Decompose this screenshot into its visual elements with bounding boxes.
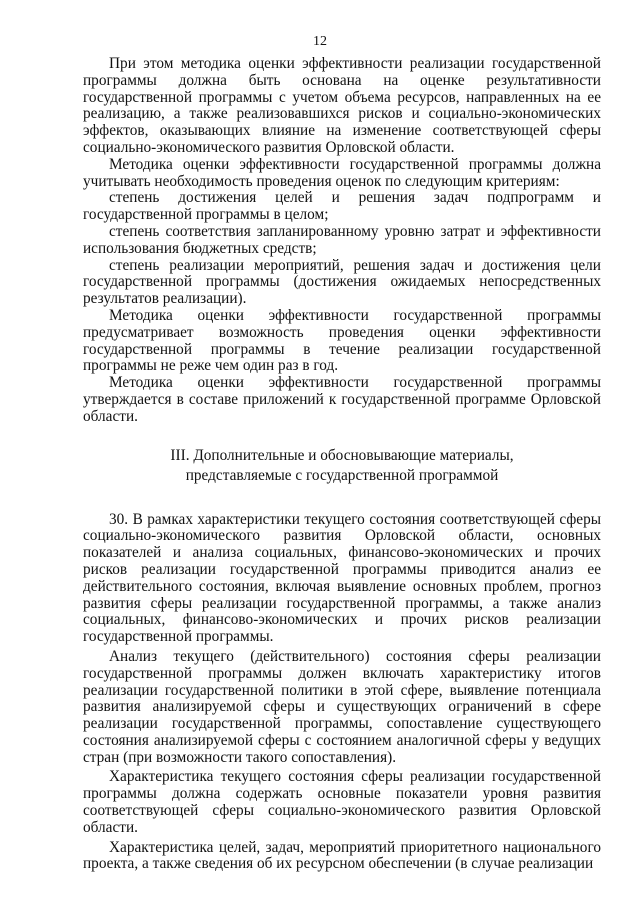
section-heading-line-2: представляемые с государственной программой — [185, 466, 499, 484]
document-body — [83, 56, 601, 873]
list-item-criterion-costs: степень соответствия запланированному уровню затрат и эффективности использования бюджетных средств; — [83, 222, 601, 257]
section-heading — [83, 446, 601, 486]
paragraph-methodology-approval: Методика оценки эффективности государственной программы утверждается в составе приложений к государственной программе Орловской области. — [83, 374, 601, 425]
list-item-criterion-activities: степень реализации мероприятий, решения задач и достижения цели государственной программы (достижения ожидаемых непосредственных результатов реализации). — [83, 256, 601, 308]
paragraph-evaluation-frequency: Методика оценки эффективности государственной программы предусматривает возможность проведения оценки эффективности государственной программы в течение реализации государственной программы не реже чем один раз в год. — [83, 306, 601, 375]
paragraph-current-state-analysis: Анализ текущего (действительного) состояния сферы реализации государственной программы должен включать характеристику итогов реализации государственной политики в этой сфере, выявление потенциала развития анализируемой сферы и существующих ограничений в сфере реализации государственной программы, сопоставление существующего состояния анализируемой сферы с состоянием аналогичной сферы у ведущих стран (при возможности такого сопоставления). — [83, 647, 601, 766]
paragraph-national-project: Характеристика целей, задач, мероприятий приоритетного национального проекта, а также сведения об их ресурсном обеспечении (в случае реализации — [83, 838, 601, 873]
paragraph-current-state-characteristics: Характеристика текущего состояния сферы реализации государственной программы должна содержать основные показатели уровня развития соответствующей сферы социально-экономического развития Орловской области. — [83, 768, 601, 836]
paragraph-methodology-basis: При этом методика оценки эффективности реализации государственной программы должна быть основана на оценке результативности государственной программы с учетом объема ресурсов, направленных на ее реализацию, а также реализовавшихся рисков и социально-экономических эффектов, оказывающих влияние на изменение соответствующей сферы социально-экономического развития Орловской области. — [83, 55, 601, 156]
paragraph-criteria-intro: Методика оценки эффективности государственной программы должна учитывать необходимость проведения оценок по следующим критериям: — [83, 155, 601, 190]
section-heading-line-1: III. Дополнительные и обосновывающие материалы, — [170, 446, 514, 464]
page-number: 12 — [313, 34, 327, 49]
paragraph-item-30: 30. В рамках характеристики текущего состояния соответствующей сферы социально-экономического развития Орловской области, основных показателей и анализа социальных, финансово-экономических и прочих рисков реализации государственной программы приводится анализ ее действительного состояния, включая выявление основных проблем, прогноз развития сферы реализации государственной программы, а также анализ социальных, финансово-экономических и прочих рисков реализации государственной программы. — [83, 510, 601, 646]
list-item-criterion-goals: степень достижения целей и решения задач подпрограмм и государственной программы в целом; — [83, 189, 601, 224]
